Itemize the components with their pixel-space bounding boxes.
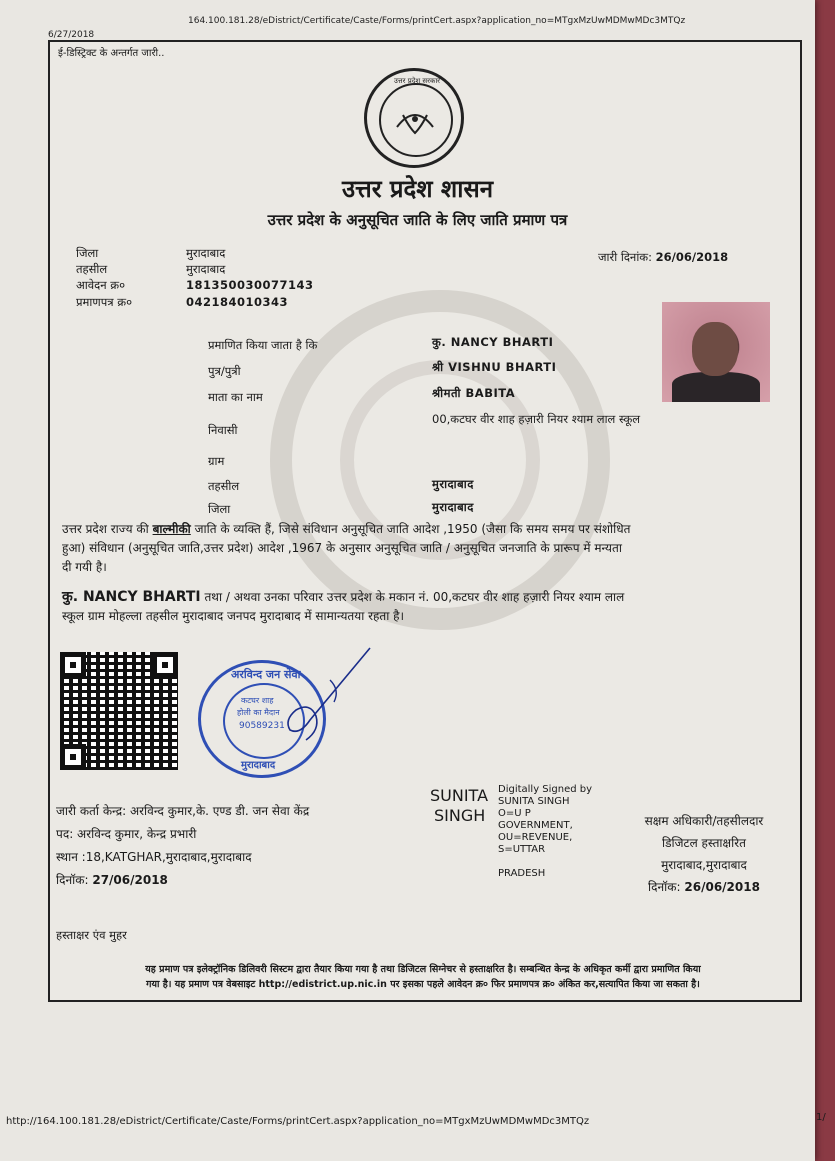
issue-date: [598, 250, 728, 265]
mother-name: श्रीमती BABITA: [432, 386, 516, 400]
dsig-line7: PRADESH: [498, 868, 546, 879]
residence-applicant-name: कु. NANCY BHARTI: [62, 589, 201, 605]
district-value: मुरादाबाद: [186, 246, 226, 260]
footer-note-line2: गया है। यह प्रमाण पत्र वेबसाइट http://edistrict.up.nic.in पर इसका पहले आवेदन क्र० फिर प्रमाणपत्र क्र० अंकित कर,सत्यापित किया जा सकता है।: [146, 979, 700, 990]
caste-paragraph-line2: हुआ) संविधान (अनुसूचित जाति,उत्तर प्रदेश) आदेश ,1967 के अनुसार अनुसूचित जाति / अनुसूचित जनजाति के प्रारूप में मन्यता: [62, 541, 622, 555]
para1-rest: जाति के व्यक्ति हैं, जिसे संविधान अनुसूचित जाति आदेश ,1950 (जैसा कि समय समय पर संशोधित: [194, 522, 631, 536]
detail-tehsil-label: तहसील: [208, 479, 240, 493]
caste-name: बाल्मीकी: [152, 522, 191, 536]
certificate-label: प्रमाणपत्र क्र०: [76, 295, 133, 309]
issuer-post: पद: अरविन्द कुमार, केन्द्र प्रभारी: [56, 827, 197, 841]
tehsil-label: तहसील: [76, 262, 108, 276]
print-footer-url: http://164.100.181.28/eDistrict/Certificate/Caste/Forms/printCert.aspx?application_no=MTgxMzUwMDMwMDc3MTQz: [6, 1116, 590, 1127]
detail-tehsil-value: मुरादाबाद: [432, 477, 474, 491]
residence-paragraph-line1: [62, 588, 792, 607]
para2-rest: तथा / अथवा उनका परिवार उत्तर प्रदेश के मकान नं. 00,कटघर वीर शाह हज़ारी नियर श्याम लाल: [204, 590, 625, 604]
authority-date: [604, 876, 804, 898]
sign-and-seal-label: हस्ताक्षर एंव मुहर: [56, 928, 127, 942]
issuer-date-value: 27/06/2018: [92, 873, 168, 887]
residence-paragraph: [62, 588, 792, 626]
emblem-text: उत्तर प्रदेश सरकार: [393, 77, 441, 85]
father-name: श्री VISHNU BHARTI: [432, 360, 557, 374]
authority-signed: डिजिटल हस्ताक्षरित: [662, 836, 746, 850]
photo-face: [692, 322, 738, 376]
stamp-phone: 90589231: [239, 721, 285, 731]
dsig-line5: OU=REVENUE,: [498, 832, 573, 843]
print-page-number: 1/: [816, 1112, 826, 1123]
fish-bow-icon: [393, 97, 437, 141]
caste-paragraph-line3: दी गयी है।: [62, 560, 107, 574]
application-label: आवेदन क्र०: [76, 278, 126, 292]
mother-label: माता का नाम: [208, 390, 263, 404]
stamp-bottom-text: मुरादाबाद: [241, 760, 276, 771]
tehsil-value: मुरादाबाद: [186, 262, 226, 276]
qr-finder-bottom-left: [60, 744, 86, 770]
authority-date-label: दिनॉक:: [648, 880, 681, 894]
photo-body: [672, 372, 760, 402]
issuer-date: [56, 869, 309, 892]
village-label: ग्राम: [208, 454, 225, 468]
dsig-line2: SUNITA SINGH: [498, 796, 570, 807]
applicant-photo: [662, 302, 770, 402]
issuer-place: स्थान :18,KATGHAR,मुरादाबाद,मुरादाबाद: [56, 850, 252, 864]
page-title: उत्तर प्रदेश शासन: [341, 175, 494, 203]
authority-date-value: 26/06/2018: [684, 880, 760, 894]
applicant-name: कु. NANCY BHARTI: [432, 335, 554, 349]
dsig-line6: S=UTTAR: [498, 844, 546, 855]
detail-district-label: जिला: [208, 502, 231, 516]
qr-finder-top-left: [60, 652, 86, 678]
footer-verification-note: [52, 962, 794, 992]
qr-code: [60, 652, 178, 770]
up-government-emblem: [364, 68, 464, 168]
stamp-top-text: अरविन्द जन सेवा: [231, 668, 301, 681]
resident-address: 00,कटघर वीर शाह हज़ारी नियर श्याम लाल स्कूल: [432, 412, 641, 426]
authority-place: मुरादाबाद,मुरादाबाद: [661, 858, 747, 872]
resident-label: निवासी: [208, 423, 238, 437]
page-subtitle: उत्तर प्रदेश के अनुसूचित जाति के लिए जाति प्रमाण पत्र: [267, 211, 568, 229]
signer-name-line2: SINGH: [434, 806, 486, 825]
issuer-center: जारी कर्ता केन्द्र: अरविन्द कुमार,के. एण्ड डी. जन सेवा केंद्र: [56, 804, 310, 818]
handwritten-signature: [270, 640, 380, 750]
qr-finder-top-right: [152, 652, 178, 678]
caste-paragraph-line1: [62, 520, 792, 539]
dsig-line3: O=U P: [498, 808, 531, 819]
para1-prefix: उत्तर प्रदेश राज्य की: [62, 522, 149, 536]
issuer-date-label: दिनॉक:: [56, 873, 89, 887]
dsig-line1: Digitally Signed by: [498, 784, 593, 795]
district-label: जिला: [76, 246, 99, 260]
stamp-mid2: होली का मैदान: [237, 708, 280, 717]
certify-label: प्रमाणित किया जाता है कि: [208, 338, 318, 352]
parent-label: पुत्र/पुत्री: [208, 364, 241, 378]
certificate-number: 042184010343: [186, 295, 289, 309]
detail-district-value: मुरादाबाद: [432, 500, 474, 514]
signer-name-line1: SUNITA: [430, 786, 489, 805]
stamp-mid1: कटघर शाह: [241, 696, 274, 705]
issuer-block: [56, 800, 309, 892]
dsig-line4: GOVERNMENT,: [498, 820, 573, 831]
footer-note-line1: यह प्रमाण पत्र इलेक्ट्रॉनिक डिलिवरी सिस्टम द्वारा तैयार किया गया है तथा डिजिटल सिग्नेचर से हस्ताक्षरित है। सम्बन्धित केन्द्र के अधिकृत कर्मी द्वारा प्रमाणित किया: [145, 964, 701, 975]
digital-signature-details: [498, 784, 592, 880]
print-date: 6/27/2018: [48, 30, 95, 40]
issued-under-text: ई-डिस्ट्रिक्ट के अन्तर्गत जारी..: [58, 48, 165, 59]
caste-paragraph: [62, 520, 792, 577]
issue-date-value: 26/06/2018: [655, 250, 729, 264]
application-number: 181350030077143: [186, 278, 314, 292]
print-url: 164.100.181.28/eDistrict/Certificate/Caste/Forms/printCert.aspx?application_no=MTgxMzUwMDMwMDc3MTQz: [188, 16, 686, 26]
issue-date-label: जारी दिनांक:: [598, 250, 653, 264]
authority-title: सक्षम अधिकारी/तहसीलदार: [644, 814, 764, 828]
authority-block: [604, 810, 804, 898]
residence-paragraph-line2: स्कूल ग्राम मोहल्ला तहसील मुरादाबाद जनपद मुरादाबाद में सामान्यतया रहता है।: [62, 609, 405, 623]
digital-signer-name: [430, 786, 488, 826]
